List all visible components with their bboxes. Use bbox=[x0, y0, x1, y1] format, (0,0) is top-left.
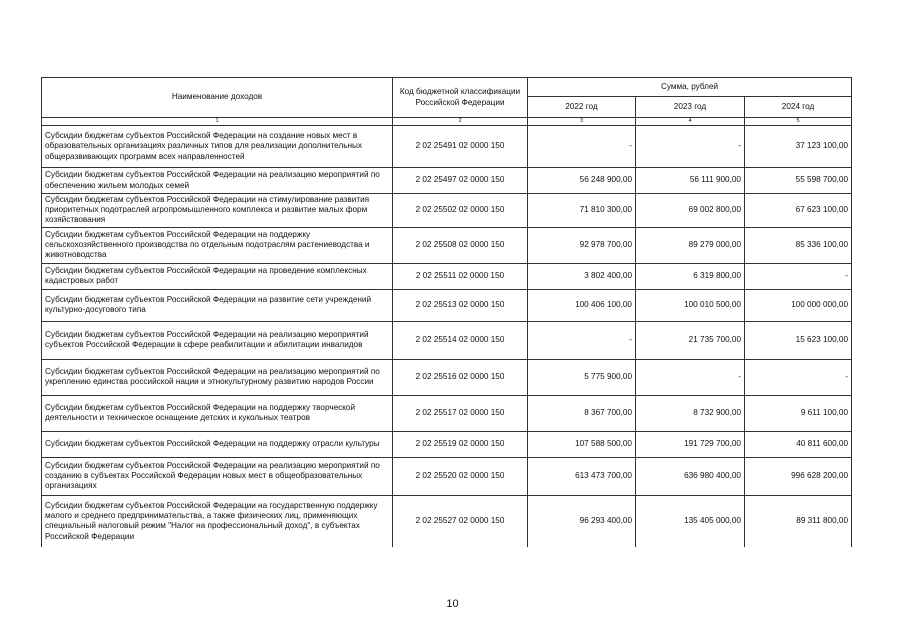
header-year-2024: 2024 год bbox=[745, 97, 852, 118]
amount-2023-cell: 135 405 000,00 bbox=[636, 495, 745, 547]
income-name-cell: Субсидии бюджетам субъектов Российской Федерации на реализацию мероприятий по созданию в субъектах Российской Федерации новых мест в общеобразовательных организациях bbox=[42, 457, 393, 495]
income-name-cell: Субсидии бюджетам субъектов Российской Федерации на поддержку отрасли культуры bbox=[42, 431, 393, 457]
amount-2024-cell: - bbox=[745, 263, 852, 289]
amount-2022-cell: 100 406 100,00 bbox=[528, 289, 636, 321]
header-name: Наименование доходов bbox=[42, 78, 393, 118]
table-row bbox=[42, 359, 852, 395]
budget-code-cell: 2 02 25516 02 0000 150 bbox=[393, 359, 528, 395]
amount-2022-cell: 613 473 700,00 bbox=[528, 457, 636, 495]
amount-2024-cell: 37 123 100,00 bbox=[745, 126, 852, 168]
table-row bbox=[42, 431, 852, 457]
amount-2024-cell: 55 598 700,00 bbox=[745, 168, 852, 194]
amount-2024-cell: 85 336 100,00 bbox=[745, 227, 852, 263]
income-name-cell: Субсидии бюджетам субъектов Российской Федерации на реализацию мероприятий субъектов Российской Федерации в сфере реабилитации и абилитации инвалидов bbox=[42, 321, 393, 359]
amount-2023-cell: 89 279 000,00 bbox=[636, 227, 745, 263]
amount-2024-cell: 100 000 000,00 bbox=[745, 289, 852, 321]
column-number: 2 bbox=[393, 118, 528, 126]
amount-2024-cell: 15 623 100,00 bbox=[745, 321, 852, 359]
amount-2023-cell: - bbox=[636, 359, 745, 395]
income-name-cell: Субсидии бюджетам субъектов Российской Федерации на создание новых мест в образовательных организациях различных типов для реализации дополнительных общеразвивающих программ всех направленностей bbox=[42, 126, 393, 168]
budget-code-cell: 2 02 25491 02 0000 150 bbox=[393, 126, 528, 168]
budget-code-cell: 2 02 25520 02 0000 150 bbox=[393, 457, 528, 495]
amount-2022-cell: 96 293 400,00 bbox=[528, 495, 636, 547]
income-name-cell: Субсидии бюджетам субъектов Российской Федерации на реализацию мероприятий по обеспечению жильем молодых семей bbox=[42, 168, 393, 194]
amount-2022-cell: 8 367 700,00 bbox=[528, 395, 636, 431]
amount-2024-cell: 89 311 800,00 bbox=[745, 495, 852, 547]
column-number: 4 bbox=[636, 118, 745, 126]
budget-code-cell: 2 02 25527 02 0000 150 bbox=[393, 495, 528, 547]
income-name-cell: Субсидии бюджетам субъектов Российской Федерации на развитие сети учреждений культурно-досугового типа bbox=[42, 289, 393, 321]
amount-2023-cell: - bbox=[636, 126, 745, 168]
table-row bbox=[42, 457, 852, 495]
table-row bbox=[42, 263, 852, 289]
budget-code-cell: 2 02 25519 02 0000 150 bbox=[393, 431, 528, 457]
amount-2023-cell: 100 010 500,00 bbox=[636, 289, 745, 321]
amount-2023-cell: 6 319 800,00 bbox=[636, 263, 745, 289]
income-name-cell: Субсидии бюджетам субъектов Российской Федерации на реализацию мероприятий по укреплению единства российской нации и этнокультурному развитию народов России bbox=[42, 359, 393, 395]
amount-2022-cell: - bbox=[528, 126, 636, 168]
table-row bbox=[42, 227, 852, 263]
budget-code-cell: 2 02 25508 02 0000 150 bbox=[393, 227, 528, 263]
budget-code-cell: 2 02 25514 02 0000 150 bbox=[393, 321, 528, 359]
table-row bbox=[42, 289, 852, 321]
amount-2023-cell: 636 980 400,00 bbox=[636, 457, 745, 495]
amount-2023-cell: 8 732 900,00 bbox=[636, 395, 745, 431]
header-sum: Сумма, рублей bbox=[528, 78, 852, 97]
column-number: 5 bbox=[745, 118, 852, 126]
amount-2022-cell: 3 802 400,00 bbox=[528, 263, 636, 289]
table-row bbox=[42, 126, 852, 168]
header-year-2022: 2022 год bbox=[528, 97, 636, 118]
amount-2024-cell: 40 811 600,00 bbox=[745, 431, 852, 457]
amount-2022-cell: 71 810 300,00 bbox=[528, 194, 636, 228]
table-row bbox=[42, 321, 852, 359]
amount-2022-cell: 56 248 900,00 bbox=[528, 168, 636, 194]
header-code: Код бюджетной классификации Российской Федерации bbox=[393, 78, 528, 118]
table-row bbox=[42, 194, 852, 228]
amount-2024-cell: 9 611 100,00 bbox=[745, 395, 852, 431]
budget-code-cell: 2 02 25502 02 0000 150 bbox=[393, 194, 528, 228]
amount-2024-cell: 67 623 100,00 bbox=[745, 194, 852, 228]
amount-2022-cell: 5 775 900,00 bbox=[528, 359, 636, 395]
amount-2023-cell: 191 729 700,00 bbox=[636, 431, 745, 457]
amount-2023-cell: 21 735 700,00 bbox=[636, 321, 745, 359]
page-number: 10 bbox=[446, 598, 459, 610]
header-row bbox=[42, 78, 852, 97]
table-row bbox=[42, 395, 852, 431]
budget-code-cell: 2 02 25497 02 0000 150 bbox=[393, 168, 528, 194]
income-name-cell: Субсидии бюджетам субъектов Российской Федерации на поддержку творческой деятельности и техническое оснащение детских и кукольных театров bbox=[42, 395, 393, 431]
amount-2022-cell: - bbox=[528, 321, 636, 359]
header-year-2023: 2023 год bbox=[636, 97, 745, 118]
table-row bbox=[42, 495, 852, 547]
income-name-cell: Субсидии бюджетам субъектов Российской Федерации на проведение комплексных кадастровых работ bbox=[42, 263, 393, 289]
amount-2022-cell: 107 588 500,00 bbox=[528, 431, 636, 457]
amount-2023-cell: 69 002 800,00 bbox=[636, 194, 745, 228]
income-name-cell: Субсидии бюджетам субъектов Российской Федерации на поддержку сельскохозяйственного производства по отдельным подотраслям растениеводства и животноводства bbox=[42, 227, 393, 263]
column-number: 1 bbox=[42, 118, 393, 126]
income-name-cell: Субсидии бюджетам субъектов Российской Федерации на стимулирование развития приоритетных подотраслей агропромышленного комплекса и развитие малых форм хозяйствования bbox=[42, 194, 393, 228]
amount-2024-cell: - bbox=[745, 359, 852, 395]
amount-2023-cell: 56 111 900,00 bbox=[636, 168, 745, 194]
column-number: 3 bbox=[528, 118, 636, 126]
budget-code-cell: 2 02 25517 02 0000 150 bbox=[393, 395, 528, 431]
amount-2022-cell: 92 978 700,00 bbox=[528, 227, 636, 263]
budget-code-cell: 2 02 25511 02 0000 150 bbox=[393, 263, 528, 289]
income-name-cell: Субсидии бюджетам субъектов Российской Федерации на государственную поддержку малого и среднего предпринимательства, а также физических лиц, применяющих специальный налоговый режим "Налог на профессиональный доход", в субъектах Российской Федерации bbox=[42, 495, 393, 547]
budget-code-cell: 2 02 25513 02 0000 150 bbox=[393, 289, 528, 321]
revenue-table bbox=[41, 77, 852, 547]
table-row bbox=[42, 168, 852, 194]
column-number-row bbox=[42, 118, 852, 126]
amount-2024-cell: 996 628 200,00 bbox=[745, 457, 852, 495]
